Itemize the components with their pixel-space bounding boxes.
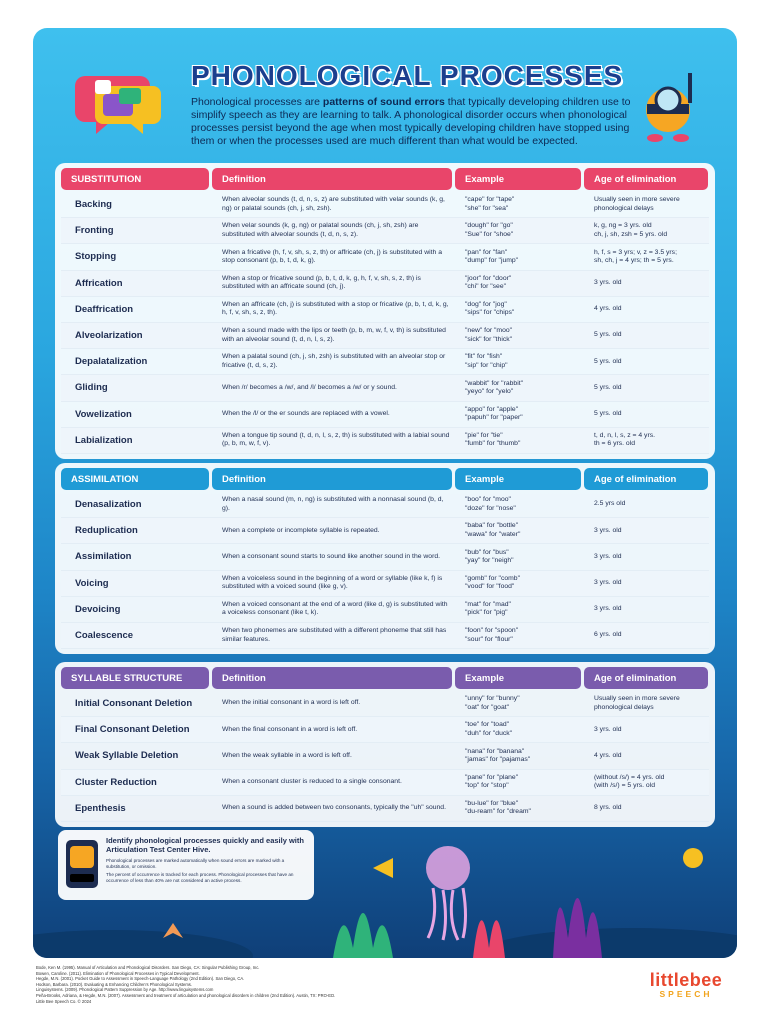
example-cell: "bub" for "bus" "yay" for "neigh" bbox=[465, 548, 514, 564]
definition-cell: When a tongue tip sound (t, d, n, l, s, z, th) is substituted with a labial sound (p, b, m, w, f, v). bbox=[222, 431, 450, 448]
reference: Bowen, Caroline. (2011). Elimination of Phonological Processes in Typical Development. bbox=[36, 970, 200, 976]
process-name: Final Consonant Deletion bbox=[75, 724, 190, 736]
brand-name: littlebee bbox=[649, 970, 723, 990]
age-cell: 6 yrs. old bbox=[594, 631, 622, 639]
example-cell: "mat" for "mad" "pick" for "pig" bbox=[465, 600, 511, 617]
section-title: ASSIMILATION bbox=[61, 468, 209, 490]
age-cell: 2.5 yrs old bbox=[594, 500, 626, 508]
age-cell: Usually seen in more severe phonological delays bbox=[594, 196, 680, 212]
poster-background bbox=[33, 28, 737, 958]
definition-cell: When a fricative (h, f, v, sh, s, z, th) or affricate (ch, j) is substituted with a stop consonant (p, b, t, d, k, g). bbox=[222, 248, 442, 264]
app-icon bbox=[66, 840, 98, 888]
process-name: Assimilation bbox=[75, 551, 132, 563]
table-row bbox=[61, 518, 709, 544]
table-row bbox=[61, 492, 709, 518]
example-cell: "wabbit" for "rabbit" "yeyo" for "yelo" bbox=[465, 379, 524, 395]
assimilation-rows bbox=[61, 492, 709, 649]
table-row bbox=[61, 597, 709, 623]
process-name: Fronting bbox=[75, 225, 114, 237]
definition-cell: When a palatal sound (ch, j, sh, zsh) is substituted with an alveolar stop or fricative (t, d, s, z). bbox=[222, 353, 446, 369]
definition-cell: When the weak syllable in a word is left off. bbox=[222, 751, 352, 759]
definition-cell: When a consonant cluster is reduced to a single consonant. bbox=[222, 777, 402, 785]
table-row bbox=[61, 402, 709, 428]
process-name: Denasalization bbox=[75, 499, 142, 511]
process-name: Coalescence bbox=[75, 630, 134, 642]
definition-cell: When velar sounds (k, g, ng) or palatal sounds (ch, j, sh, zsh) are substituted with alveolar sounds (t, d, n, s, z). bbox=[222, 222, 419, 238]
brand-logo bbox=[636, 970, 736, 999]
reference: Peña-Brooks, Adriana, & Hegde, M.N. (2007). Assessment and treatment of articulation and phonological disorders in children (2nd Edition). Austin, TX: PRO-ED. bbox=[36, 992, 336, 998]
reference: Linguisystems. (2009). Phonological Pattern Suppression by Age. http://www.linguisystems.com bbox=[36, 987, 214, 993]
table-row bbox=[61, 375, 709, 401]
definition-cell: When alveolar sounds (t, d, n, s, z) are substituted with velar sounds (k, g, ng) or palatal sounds (ch, j, sh, zsh). bbox=[222, 196, 445, 212]
age-cell: 4 yrs. old bbox=[594, 305, 622, 313]
syllable-structure-rows bbox=[61, 691, 709, 822]
age-header: Age of elimination bbox=[584, 468, 708, 490]
example-cell: "appo" for "apple" "papuh" for "paper" bbox=[465, 405, 523, 422]
syllable-structure-header bbox=[61, 667, 709, 689]
example-cell: "baba" for "bottle" "wawa" for "water" bbox=[465, 522, 521, 538]
definition-cell: When a voiceless sound in the beginning of a word or syllable (like k, f) is substituted with a voiced sound (like g, v). bbox=[222, 574, 443, 591]
age-cell: 5 yrs. old bbox=[594, 357, 622, 365]
age-header: Age of elimination bbox=[584, 168, 708, 190]
table-row bbox=[61, 271, 709, 297]
table-row bbox=[61, 297, 709, 323]
definition-cell: When a voiced consonant at the end of a word (like d, g) is substituted with a voiceless consonant (like t, k). bbox=[222, 600, 448, 617]
age-cell: 8 yrs. old bbox=[594, 804, 622, 812]
references bbox=[36, 965, 456, 1004]
table-row bbox=[61, 192, 709, 218]
definition-cell: When a sound made with the lips or teeth (p, b, m, w, f, v, th) is substituted with an alveolar sound (t, d, n, l, s, z). bbox=[222, 327, 446, 343]
table-row bbox=[61, 571, 709, 597]
definition-cell: When a nasal sound (m, n, ng) is substituted with a nonnasal sound (b, d, g). bbox=[222, 496, 444, 512]
process-name: Depalatalization bbox=[75, 356, 148, 368]
example-header: Example bbox=[455, 168, 581, 190]
age-cell: 3 yrs. old bbox=[594, 552, 622, 560]
example-cell: "cape" for "tape" "she" for "sea" bbox=[465, 196, 515, 212]
age-cell: k, g, ng = 3 yrs. old ch, j, sh, zsh = 5 yrs. old bbox=[594, 222, 668, 238]
example-cell: "dog" for "jog" "sips" for "chips" bbox=[465, 300, 515, 317]
table-row bbox=[61, 743, 709, 769]
copyright: Little Bee Speech Co. © 2024 bbox=[36, 998, 92, 1004]
definition-cell: When a consonant sound starts to sound like another sound in the word. bbox=[222, 552, 441, 560]
example-header: Example bbox=[455, 667, 581, 689]
example-cell: "nana" for "banana" "jamas" for "pajamas" bbox=[465, 747, 531, 763]
promo-text: Phonological processes are marked automatically when sound errors are marked with a substitution, or omission. bbox=[106, 858, 285, 869]
definition-header: Definition bbox=[212, 468, 452, 490]
age-cell: 3 yrs. old bbox=[594, 578, 622, 586]
syllable-structure-section bbox=[55, 662, 715, 827]
table-row bbox=[61, 244, 709, 270]
example-cell: "pane" for "plane" "top" for "stop" bbox=[465, 773, 519, 790]
table-row bbox=[61, 323, 709, 349]
table-row bbox=[61, 544, 709, 570]
reference: Hegde, M.N. (2001). Pocket Guide to Assessment in Speech-Language Pathology (2nd Edition). San Diego, CA. bbox=[36, 976, 245, 982]
assimilation-header bbox=[61, 468, 709, 490]
example-cell: "gomb" for "comb" "vood" for "food" bbox=[465, 574, 520, 591]
table-row bbox=[61, 623, 709, 649]
example-cell: "unny" for "bunny" "oat" for "goat" bbox=[465, 695, 520, 711]
process-name: Initial Consonant Deletion bbox=[75, 698, 193, 710]
age-cell: 5 yrs. old bbox=[594, 383, 622, 391]
process-name: Devoicing bbox=[75, 603, 121, 615]
example-cell: "new" for "moo" "sick" for "thick" bbox=[465, 327, 513, 343]
example-cell: "pie" for "tie" "fumb" for "thumb" bbox=[465, 431, 521, 448]
example-cell: "joor" for "door" "chi" for "see" bbox=[465, 274, 512, 291]
page-title: PHONOLOGICAL PROCESSES bbox=[191, 60, 624, 91]
process-name: Voicing bbox=[75, 577, 109, 589]
table-row bbox=[61, 218, 709, 244]
age-cell: 3 yrs. old bbox=[594, 605, 622, 613]
definition-cell: When the /l/ or the er sounds are replaced with a vowel. bbox=[222, 409, 390, 417]
promo-card bbox=[58, 830, 314, 900]
definition-cell: When two phonemes are substituted with a different phoneme that still has similar features. bbox=[222, 627, 447, 643]
age-cell: t, d, n, l, s, z = 4 yrs. th = 6 yrs. old bbox=[594, 431, 656, 448]
example-cell: "boo" for "moo" "doze" for "nose" bbox=[465, 496, 516, 512]
table-row bbox=[61, 770, 709, 796]
definition-cell: When a complete or incomplete syllable is repeated. bbox=[222, 526, 380, 534]
process-name: Weak Syllable Deletion bbox=[75, 750, 179, 762]
example-cell: "dough" for "go" "Sue" for "shoe" bbox=[465, 222, 514, 238]
age-header: Age of elimination bbox=[584, 667, 708, 689]
definition-cell: When the initial consonant in a word is left off. bbox=[222, 699, 361, 707]
table-row bbox=[61, 349, 709, 375]
substitution-header bbox=[61, 168, 709, 190]
example-cell: "fit" for "fish" "sip" for "chip" bbox=[465, 353, 508, 369]
table-row bbox=[61, 428, 709, 454]
age-cell: 5 yrs. old bbox=[594, 331, 622, 339]
section-title: SYLLABLE STRUCTURE bbox=[61, 667, 209, 689]
definition-cell: When the final consonant in a word is left off. bbox=[222, 725, 358, 733]
process-name: Vowelization bbox=[75, 408, 132, 420]
substitution-section bbox=[55, 163, 715, 459]
age-cell: 3 yrs. old bbox=[594, 526, 622, 534]
example-header: Example bbox=[455, 468, 581, 490]
promo-heading: Identify phonological processes quickly and easily with Articulation Test Center Hive. bbox=[106, 836, 304, 854]
table-row bbox=[61, 691, 709, 717]
promo-text: The percent of occurrence is tracked for each process. Phonological processes that have an occurrence of less than 40% are not considered an active process. bbox=[106, 872, 294, 883]
substitution-rows bbox=[61, 192, 709, 454]
definition-header: Definition bbox=[212, 168, 452, 190]
process-name: Reduplication bbox=[75, 525, 138, 537]
age-cell: 5 yrs. old bbox=[594, 409, 622, 417]
example-cell: "pan" for "fan" "dump" for "jump" bbox=[465, 248, 519, 264]
example-cell: "toe" for "toad" "duh" for "duck" bbox=[465, 721, 513, 737]
diver-bee-icon bbox=[633, 68, 703, 148]
process-name: Alveolarization bbox=[75, 330, 143, 342]
brand-sub: SPEECH bbox=[659, 989, 713, 999]
process-name: Backing bbox=[75, 199, 112, 211]
reference: Hodson, Barbara. (2010). Evaluating & Enhancing Children's Phonological Systems. bbox=[36, 981, 193, 987]
section-title: SUBSTITUTION bbox=[61, 168, 209, 190]
age-cell: 3 yrs. old bbox=[594, 725, 622, 733]
process-name: Stopping bbox=[75, 251, 117, 263]
definition-cell: When a stop or fricative sound (p, b, t, d, k, g, h, f, v, sh, s, z, th) is substituted with an affricate sound (ch, j). bbox=[222, 274, 421, 291]
example-cell: "bu-lue" for "blue" "du-ream" for "dream" bbox=[465, 799, 531, 816]
definition-cell: When /r/ becomes a /w/, and /l/ becomes a /w/ or y sound. bbox=[222, 383, 397, 391]
example-cell: "foon" for "spoon" "sour" for "flour" bbox=[465, 627, 519, 643]
definition-header: Definition bbox=[212, 667, 452, 689]
age-cell: 4 yrs. old bbox=[594, 751, 622, 759]
age-cell: (without /s/) = 4 yrs. old (with /s/) = 5 yrs. old bbox=[594, 773, 665, 790]
reference: Bode, Ken M. (1995). Manual of Articulation and Phonological Disorders. San Diego, CA: Singular Publishing Group, Inc. bbox=[36, 965, 260, 970]
age-cell: Usually seen in more severe phonological delays bbox=[594, 695, 680, 711]
process-name: Labialization bbox=[75, 434, 133, 446]
age-cell: 3 yrs. old bbox=[594, 278, 622, 286]
process-name: Gliding bbox=[75, 382, 108, 394]
definition-cell: When an affricate (ch, j) is substituted with a stop or fricative (p, b, t, d, k, g, h, f, v, sh, s, z, th). bbox=[222, 300, 449, 317]
assimilation-section bbox=[55, 463, 715, 654]
process-name: Epenthesis bbox=[75, 802, 126, 814]
definition-cell: When a sound is added between two consonants, typically the "uh" sound. bbox=[222, 804, 446, 812]
process-name: Deaffrication bbox=[75, 303, 134, 315]
intro-text: Phonological processes are patterns of sound errors that typically developing children use to simplify speech as they are learning to talk. A phonological disorder occurs when phonological processes persist beyond the age when most typically developing children have stopped using them or when the processes used are much different than what would be expected. bbox=[191, 96, 631, 147]
process-name: Affrication bbox=[75, 277, 123, 289]
table-row bbox=[61, 717, 709, 743]
age-cell: h, f, s = 3 yrs; v, z = 3.5 yrs; sh, ch, j = 4 yrs; th = 5 yrs. bbox=[594, 248, 677, 264]
process-name: Cluster Reduction bbox=[75, 776, 157, 788]
speech-bubble-logo-icon bbox=[75, 68, 165, 140]
